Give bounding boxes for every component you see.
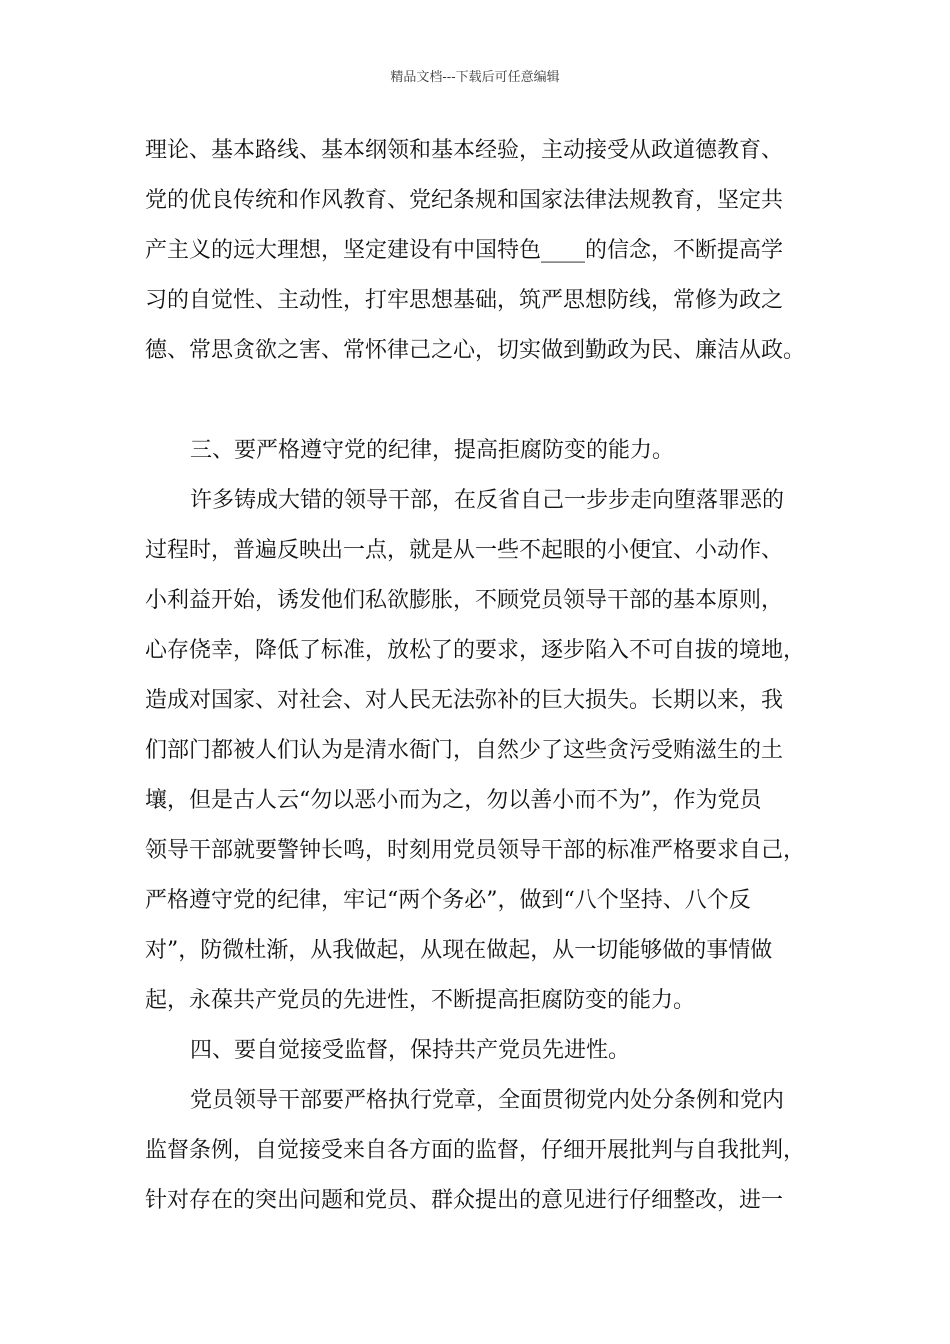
page-header: 精品文档---下载后可任意编辑	[390, 70, 560, 85]
text-line: 过程时，普遍反映出一点，就是从一些不起眼的小便宜、小动作、	[145, 538, 784, 563]
text-line: 心存侥幸，降低了标准，放松了的要求，逐步陷入不可自拔的境地，	[145, 638, 806, 663]
text-line: 党员领导干部要严格执行党章，全面贯彻党内处分条例和党内	[190, 1088, 785, 1113]
text-line: 针对存在的突出问题和党员、群众提出的意见进行仔细整改，进一	[145, 1188, 784, 1213]
section-heading: 四、要自觉接受监督，保持共产党员先进性。	[190, 1038, 631, 1063]
text-line: 起，永葆共产党员的先进性，不断提高拒腐防变的能力。	[145, 988, 696, 1013]
text-line: 监督条例，自觉接受来自各方面的监督，仔细开展批判与自我批判，	[145, 1138, 806, 1163]
text-line: 习的自觉性、主动性，打牢思想基础，筑严思想防线，常修为政之	[145, 288, 784, 313]
text-line: 德、常思贪欲之害、常怀律己之心，切实做到勤政为民、廉洁从政。	[145, 338, 806, 363]
text-line: 壤，但是古人云“勿以恶小而为之，勿以善小而不为”，作为党员	[145, 788, 762, 813]
text-line: 产主义的远大理想，坚定建设有中国特色____的信念，不断提高学	[145, 238, 784, 263]
text-line: 对”，防微杜渐，从我做起，从现在做起，从一切能够做的事情做	[145, 938, 773, 963]
text-line: 许多铸成大错的领导干部，在反省自己一步步走向堕落罪恶的	[190, 488, 785, 513]
text-line: 们部门都被人们认为是清水衙门，自然少了这些贪污受贿滋生的土	[145, 738, 784, 763]
text-line: 党的优良传统和作风教育、党纪条规和国家法律法规教育，坚定共	[145, 188, 784, 213]
text-line: 严格遵守党的纪律，牢记“两个务必”，做到“八个坚持、八个反	[145, 888, 751, 913]
section-heading: 三、要严格遵守党的纪律，提高拒腐防变的能力。	[190, 438, 675, 463]
text-line: 小利益开始，诱发他们私欲膨胀，不顾党员领导干部的基本原则，	[145, 588, 784, 613]
text-line: 造成对国家、对社会、对人民无法弥补的巨大损失。长期以来，我	[145, 688, 784, 713]
text-line: 领导干部就要警钟长鸣，时刻用党员领导干部的标准严格要求自己，	[145, 838, 806, 863]
text-line: 理论、基本路线、基本纲领和基本经验，主动接受从政道德教育、	[145, 138, 784, 163]
